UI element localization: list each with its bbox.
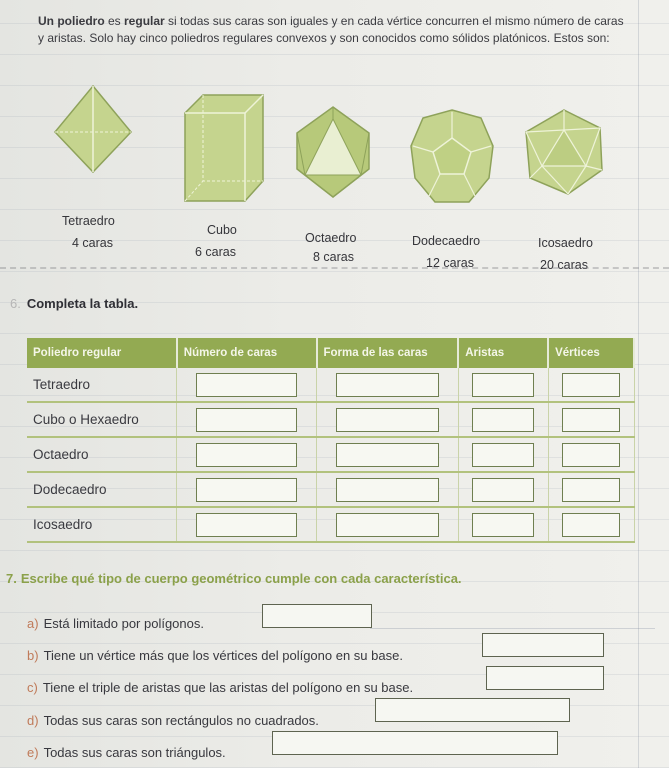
answer-box[interactable]: [472, 513, 534, 537]
solid-name: Octaedro: [305, 231, 357, 245]
activity-6-title: [10, 296, 138, 311]
row-label: Icosaedro: [27, 507, 177, 542]
answer-box[interactable]: [336, 478, 438, 502]
answer-box[interactable]: [472, 373, 534, 397]
answer-box[interactable]: [336, 373, 438, 397]
header-forma-caras: Forma de las caras: [317, 338, 459, 368]
answer-box-b[interactable]: [482, 633, 604, 657]
page-margin-line: [638, 0, 639, 768]
cell-numero-caras[interactable]: [177, 437, 317, 472]
dodecahedron-illustration: [409, 108, 495, 208]
answer-box[interactable]: [196, 408, 297, 432]
cell-vertices[interactable]: [548, 402, 634, 437]
cell-aristas[interactable]: [458, 507, 548, 542]
solid-label-tetraedro: [62, 213, 115, 251]
row-label: Octaedro: [27, 437, 177, 472]
answer-box-e[interactable]: [272, 731, 558, 755]
cell-aristas[interactable]: [458, 368, 548, 402]
cell-forma-caras[interactable]: [317, 507, 459, 542]
cell-forma-caras[interactable]: [317, 437, 459, 472]
cell-vertices[interactable]: [548, 507, 634, 542]
solid-label-dodecaedro: [412, 233, 480, 271]
table-row: [27, 507, 634, 542]
header-numero-caras: Número de caras: [177, 338, 317, 368]
intro-text-2: si todas sus caras son iguales y en cada vértice concurren el mismo número de caras y aristas. Solo hay cinco poliedros regulares convexos y son conocidos como sólidos platónicos. Estos son:: [38, 14, 624, 45]
answer-box[interactable]: [562, 443, 621, 467]
section-divider: [0, 267, 669, 269]
cell-vertices[interactable]: [548, 437, 634, 472]
intro-term-poliedro: Un poliedro: [38, 14, 105, 28]
answer-box[interactable]: [196, 513, 297, 537]
cell-forma-caras[interactable]: [317, 472, 459, 507]
solid-name: Tetraedro: [62, 214, 115, 228]
question-letter: d): [27, 713, 39, 728]
tetrahedron-illustration: [53, 84, 133, 174]
solid-faces: 12 caras: [426, 256, 474, 270]
answer-box-a[interactable]: [262, 604, 372, 628]
question-letter: c): [27, 680, 38, 695]
octahedron-illustration: [295, 105, 371, 199]
row-label: Tetraedro: [27, 368, 177, 402]
question-e: [27, 745, 226, 760]
intro-term-regular: regular: [124, 14, 165, 28]
cell-numero-caras[interactable]: [177, 368, 317, 402]
cell-aristas[interactable]: [458, 472, 548, 507]
question-letter: e): [27, 745, 39, 760]
solid-name: Icosaedro: [538, 236, 593, 250]
table-row: [27, 472, 634, 507]
icosahedron-illustration: [524, 108, 604, 196]
question-text: Está limitado por polígonos.: [43, 616, 204, 631]
header-vertices: Vértices: [548, 338, 634, 368]
answer-line: [370, 628, 655, 629]
cell-numero-caras[interactable]: [177, 507, 317, 542]
question-text: Tiene un vértice más que los vértices del polígono en su base.: [43, 648, 403, 663]
answer-box-d[interactable]: [375, 698, 570, 722]
cell-numero-caras[interactable]: [177, 402, 317, 437]
solid-faces: 20 caras: [540, 258, 588, 272]
answer-box[interactable]: [472, 478, 534, 502]
answer-box[interactable]: [336, 408, 438, 432]
table-header-row: [27, 338, 634, 368]
row-label: Dodecaedro: [27, 472, 177, 507]
question-text: Todas sus caras son rectángulos no cuadrados.: [43, 713, 319, 728]
cell-forma-caras[interactable]: [317, 402, 459, 437]
question-text: Tiene el triple de aristas que las aristas del polígono en su base.: [42, 680, 414, 695]
solid-label-cubo: [195, 222, 237, 260]
answer-box-c[interactable]: [486, 666, 604, 690]
cell-vertices[interactable]: [548, 368, 634, 402]
table-row: [27, 437, 634, 472]
intro-text-1: es: [104, 14, 125, 28]
answer-box[interactable]: [472, 408, 534, 432]
activity-7-title: [6, 571, 462, 586]
activity-number: 6.: [10, 296, 21, 311]
cell-aristas[interactable]: [458, 437, 548, 472]
question-d: [27, 713, 319, 728]
activity-instruction: Escribe qué tipo de cuerpo geométrico cumple con cada característica.: [20, 571, 462, 586]
question-letter: a): [27, 616, 39, 631]
intro-paragraph: [38, 13, 628, 47]
row-label: Cubo o Hexaedro: [27, 402, 177, 437]
solid-name: Dodecaedro: [412, 234, 481, 248]
question-text: Todas sus caras son triángulos.: [43, 745, 226, 760]
solid-label-octaedro: [305, 230, 356, 265]
answer-box[interactable]: [562, 408, 621, 432]
solid-faces: 8 caras: [313, 250, 354, 264]
answer-box[interactable]: [472, 443, 534, 467]
answer-box[interactable]: [196, 373, 297, 397]
answer-box[interactable]: [196, 443, 297, 467]
header-aristas: Aristas: [458, 338, 548, 368]
solid-faces: 4 caras: [72, 236, 113, 250]
question-letter: b): [27, 648, 39, 663]
answer-box[interactable]: [562, 513, 621, 537]
cell-numero-caras[interactable]: [177, 472, 317, 507]
solid-name: Cubo: [207, 223, 237, 237]
solid-faces: 6 caras: [195, 245, 236, 259]
answer-box[interactable]: [196, 478, 297, 502]
question-c: [27, 680, 413, 695]
activity-number: 7.: [6, 571, 17, 586]
answer-box[interactable]: [336, 513, 438, 537]
answer-box[interactable]: [562, 373, 621, 397]
cell-vertices[interactable]: [548, 472, 634, 507]
header-poliedro: Poliedro regular: [27, 338, 177, 368]
answer-box[interactable]: [336, 443, 438, 467]
polyhedra-table: [27, 338, 635, 543]
answer-box[interactable]: [562, 478, 621, 502]
cube-illustration: [183, 93, 265, 203]
activity-instruction: Completa la tabla.: [26, 296, 139, 311]
table-row: [27, 368, 634, 402]
table-row: [27, 402, 634, 437]
cell-aristas[interactable]: [458, 402, 548, 437]
question-b: [27, 648, 403, 663]
cell-forma-caras[interactable]: [317, 368, 459, 402]
question-a: [27, 616, 204, 631]
